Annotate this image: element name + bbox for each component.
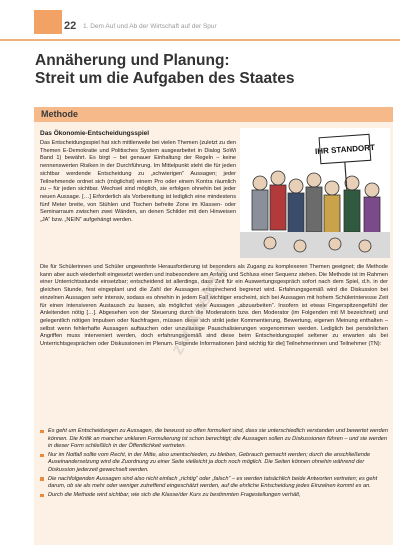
page-number: 22 [64, 20, 77, 32]
running-head: 1. Dem Auf und Ab der Wirtschaft auf der Spur [83, 23, 217, 30]
method-label: Methode [41, 109, 78, 119]
intro-paragraph: Das Entscheidungsspiel hat sich mittlerweile bei vielen Themen (zuletzt zu den Themen E-Demokratie und Politisches System ausgearbeitet in Dialog SoWi Band 1) bewährt. Es birgt – bei genauer Einhaltung der Regeln – keine nennenswerten Risiken in der Durchführung. Im Mittelpunkt steht die für jeden sichtbar werdende Entscheidung zu „schwierigen“ Aussagen; jeder Teilnehmende ordnet sich (möglichst) einem Pro oder einem Kontra räumlich zu – für jeden sichtbar. Wechsel sind möglich, sie erfolgen ohnehin bei jeder neuen Aussage. […] Erforderlich als Vorbereitung ist lediglich eine mindestens fünf Meter breite, von Stühlen und Tischen befreite Zone im Klassen- oder Seminarraum zwischen zwei Wänden, an denen Schilder mit den Hinweisen „JA“ bzw. „NEIN“ aufgehängt werden. [40, 140, 236, 224]
page-title [35, 52, 395, 88]
list-item: Durch die Methode wird sichtbar, wie sich die Klasse/der Kurs zu bestimmten Fragestellungen verhält, [40, 492, 388, 500]
section-subheading: Das Ökonomie-Entscheidungsspiel [40, 130, 150, 137]
bullet-square-icon [40, 477, 44, 481]
page-tab [34, 10, 62, 34]
method-box-header [34, 107, 393, 122]
bullet-square-icon [40, 454, 44, 458]
cartoon-illustration [240, 128, 390, 258]
sign-text: IHR STANDORT [314, 142, 376, 157]
title-line-2: Streit um die Aufgaben des Staates [35, 70, 295, 87]
list-item: Es geht um Entscheidungen zu Aussagen, die bewusst so offen formuliert sind, dass sie unterschiedlich verstanden und bewertet werden können. Die Kritik an mancher unklaren Formulierung ist schon berechtigt; die Aussagen sollen zu Diskussionen führen – und sie werden in dieser Form schließlich in der Öffentlichkeit vertreten. [40, 428, 388, 451]
info-bullet-list [40, 428, 388, 500]
watermark: zur Ansicht [166, 262, 230, 358]
list-item: Nur im Notfall sollte vom Recht, in der Mitte, also unentschieden, zu bleiben, Gebrauch gemacht werden; durch die anschließende Auseinandersetzung wird die Zuordnung zu einer Seite vielleicht ja doch noch möglich. Die Seiten können ohnehin während der Diskussion jederzeit gewechselt werden. [40, 452, 388, 475]
body-paragraph: Die für Schülerinnen und Schüler ungewohnte Herausforderung ist besonders als Zugang zu komplexeren Themen geeignet; die Methode kann aber auch wiederholt eingesetzt werden und insbesondere am Anfang und Schluss einer Sequenz stehen. Die Methode ist im Rahmen einer Unterrichtsstunde einsetzbar; entscheidend ist allerdings, dass Zeit für ein Auswertungsgespräch sofort nach dem Spiel, d.h. in der gleichen Stunde, fest eingeplant und die Zahl der Aussagen entsprechend begrenzt wird. Erfahrungsgemäß wird die Diskussion bei einzelnen Aussagen sehr intensiv, sodass es ohnehin in jedem Fall wichtiger erscheint, sich bei Aussagen mit hohem Schülerinteresse Zeit für einen intensiveren Austausch zu lassen, als möglichst viele Aussagen „abzuarbeiten“. Insofern ist etwas Fingerspitzengefühl der Anleitenden nötig […]. Abgesehen von der Steuerung durch die Moderatorin bzw. den Moderator (im Folgenden mit M bezeichnet) und gelegentlich nötigen Impulsen oder Nachfragen, müssen diese sich strikt jeder Kommentierung, Bewertung, eigenen Meinung enthalten – selbst wenn fehlerhafte Aussagen auftauchen oder unzulässige Pauschalisierungen vorgenommen werden. Lediglich bei persönlichen Angriffen muss interveniert werden, doch erfahrungsgemäß sind diese beim Entscheidungsspiel seltener zu erwarten als bei Unterrichtsgesprächen oder Diskussionen im Plenum. Folgende Informationen [sind wichtig für die] Teilnehmerinnen und Teilnehmer (TN): [40, 264, 388, 348]
bullet-square-icon [40, 494, 44, 498]
title-line-1: Annäherung und Planung: [35, 52, 230, 69]
bullet-square-icon [40, 430, 44, 434]
list-item: Die nachfolgenden Aussagen sind also nicht einfach „richtig“ oder „falsch“ – es werden tatsächlich beide Antworten vertreten; es geht darum, ob sie als mehr oder weniger zutreffend eingeschätzt werden, auf die ehrliche Entscheidung jedes Einzelnen kommt es an. [40, 476, 388, 491]
header-rule [0, 39, 400, 41]
